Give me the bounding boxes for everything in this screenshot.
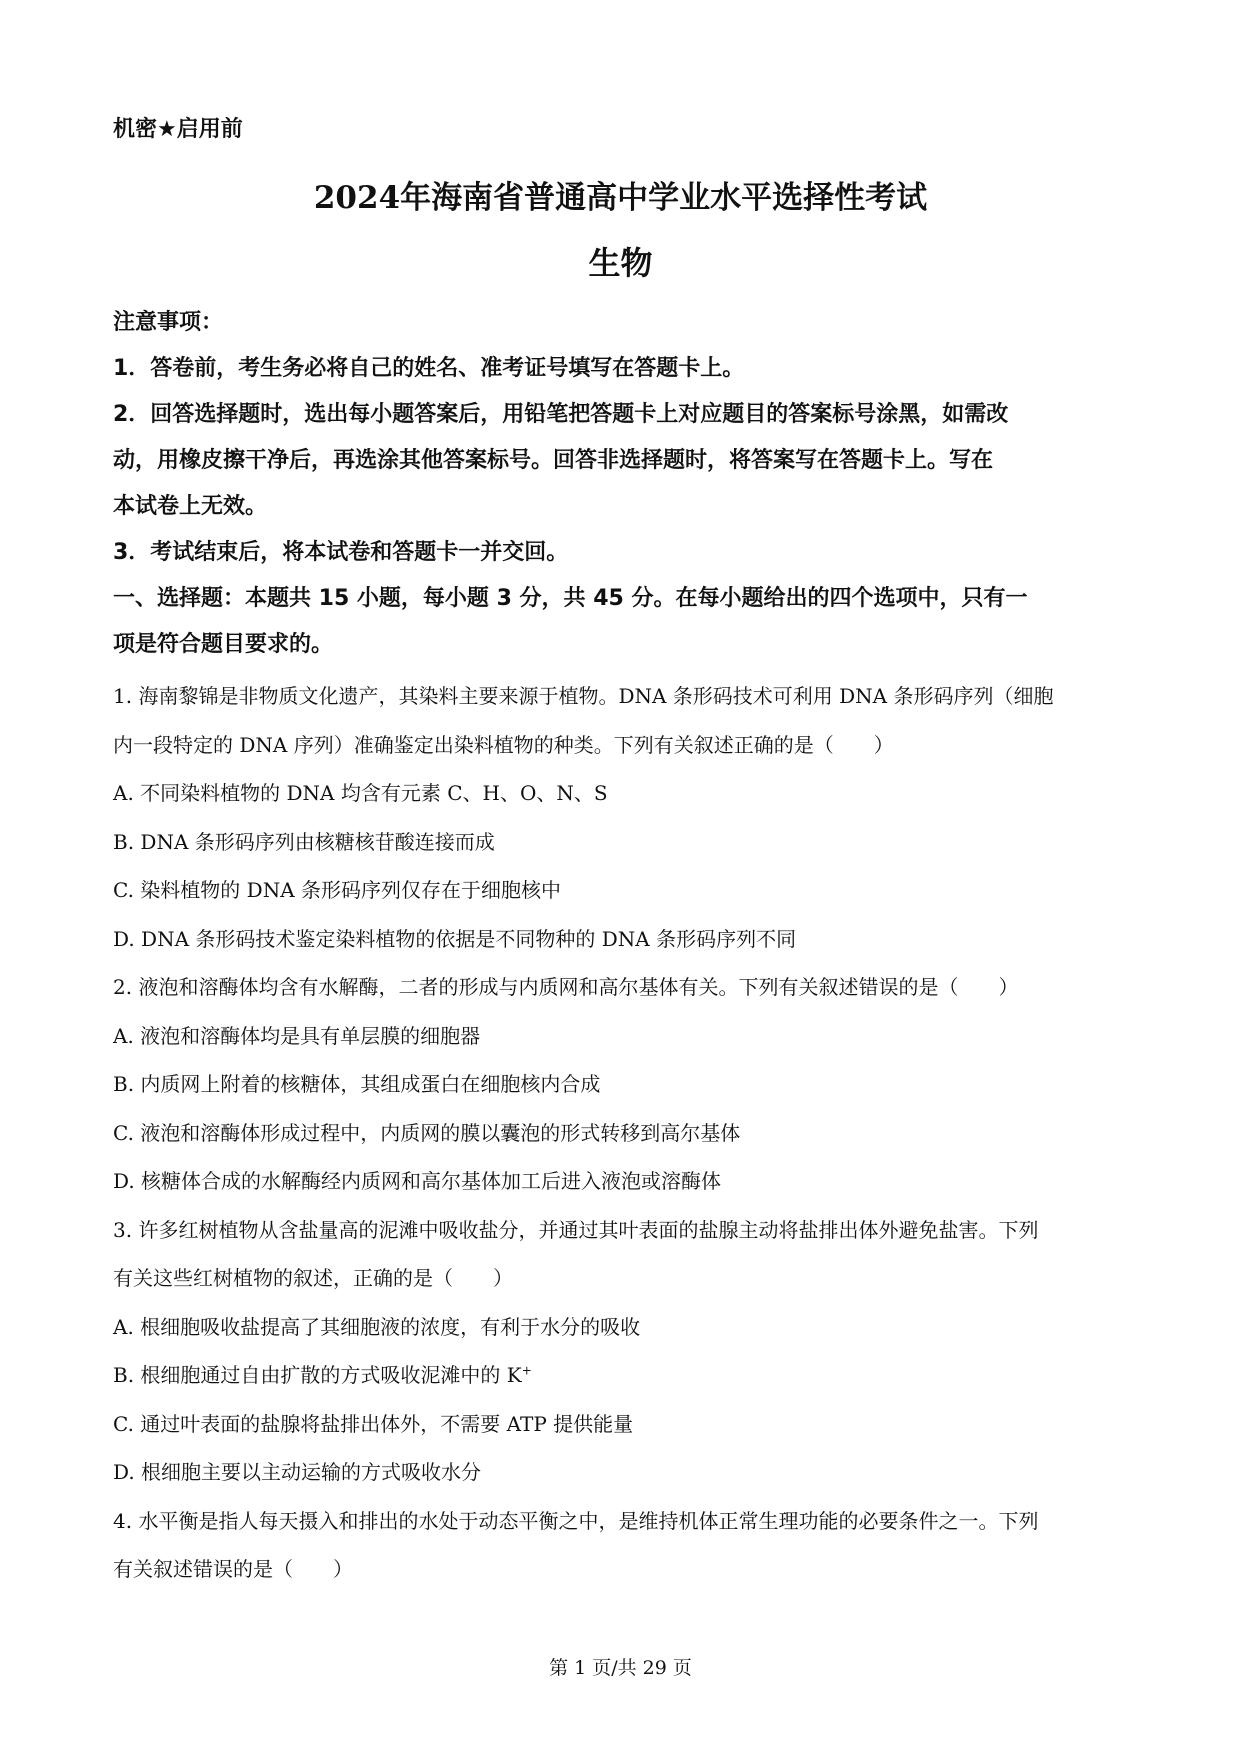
notice-heading: 注意事项：	[113, 310, 224, 335]
question-2-option-b: B. 内质网上附着的核糖体，其组成蛋白在细胞核内合成	[113, 1072, 601, 1096]
question-2-stem-line-1: 2. 液泡和溶酶体均含有水解酶，二者的形成与内质网和高尔基体有关。下列有关叙述错误的是（ ）	[113, 975, 1019, 999]
question-2-option-d: D. 核糖体合成的水解酶经内质网和高尔基体加工后进入液泡或溶酶体	[113, 1169, 722, 1193]
question-1-stem-line-1: 1. 海南黎锦是非物质文化遗产，其染料主要来源于植物。DNA 条形码技术可利用 DNA 条形码序列（细胞	[113, 684, 1054, 708]
section-heading-line-2: 项是符合题目要求的。	[113, 632, 334, 657]
notice-item-2-line-2: 动，用橡皮擦干净后，再选涂其他答案标号。回答非选择题时，将答案写在答题卡上。写在	[113, 448, 994, 473]
question-2-option-a: A. 液泡和溶酶体均是具有单层膜的细胞器	[113, 1023, 481, 1048]
exam-title: 2024年海南省普通高中学业水平选择性考试	[313, 180, 928, 216]
page-number-footer: 第 1 页/共 29 页	[549, 1657, 692, 1679]
question-3-option-c: C. 通过叶表面的盐腺将盐排出体外，不需要 ATP 提供能量	[113, 1411, 634, 1436]
section-heading-line-1: 一、选择题：本题共 15 小题，每小题 3 分，共 45 分。在每小题给出的四个选项中，只有一	[113, 586, 1028, 611]
notice-item-1: 1．答卷前，考生务必将自己的姓名、准考证号填写在答题卡上。	[113, 356, 745, 381]
question-3-stem-line-2: 有关这些红树植物的叙述，正确的是（ ）	[113, 1266, 513, 1290]
question-2-option-c: C. 液泡和溶酶体形成过程中，内质网的膜以囊泡的形式转移到高尔基体	[113, 1120, 741, 1145]
exam-content	[113, 300, 1133, 1594]
question-3-stem-line-1: 3. 许多红树植物从含盐量高的泥滩中吸收盐分，并通过其叶表面的盐腺主动将盐排出体外避免盐害。下列	[113, 1217, 1039, 1242]
question-1-option-a: A. 不同染料植物的 DNA 均含有元素 C、H、O、N、S	[113, 781, 608, 805]
notice-item-2-line-3: 本试卷上无效。	[113, 494, 268, 519]
subject-title: 生物	[588, 244, 653, 282]
potassium-charge-superscript: +	[521, 1363, 532, 1378]
question-4-stem-line-2: 有关叙述错误的是（ ）	[113, 1557, 353, 1581]
question-1-option-d: D. DNA 条形码技术鉴定染料植物的依据是不同物种的 DNA 条形码序列不同	[113, 926, 797, 951]
question-3-option-d: D. 根细胞主要以主动运输的方式吸收水分	[113, 1460, 482, 1484]
confidential-label: 机密★启用前	[113, 117, 243, 142]
question-1-option-b: B. DNA 条形码序列由核糖核苷酸连接而成	[113, 829, 495, 854]
question-3-option-b	[113, 1351, 1133, 1400]
question-3-option-a: A. 根细胞吸收盐提高了其细胞液的浓度，有利于水分的吸收	[113, 1314, 641, 1339]
question-1-stem-line-2: 内一段特定的 DNA 序列）准确鉴定出染料植物的种类。下列有关叙述正确的是（ ）	[113, 732, 894, 757]
notice-item-3: 3．考试结束后，将本试卷和答题卡一并交回。	[113, 540, 569, 565]
notice-item-2-line-1: 2．回答选择题时，选出每小题答案后，用铅笔把答题卡上对应题目的答案标号涂黑，如需改	[113, 402, 1009, 427]
question-4-stem-line-1: 4. 水平衡是指人每天摄入和排出的水处于动态平衡之中，是维持机体正常生理功能的必要条件之一。下列	[113, 1508, 1039, 1533]
question-1-option-c: C. 染料植物的 DNA 条形码序列仅存在于细胞核中	[113, 878, 561, 902]
question-3-option-b-text: B. 根细胞通过自由扩散的方式吸收泥滩中的 K	[113, 1363, 522, 1387]
